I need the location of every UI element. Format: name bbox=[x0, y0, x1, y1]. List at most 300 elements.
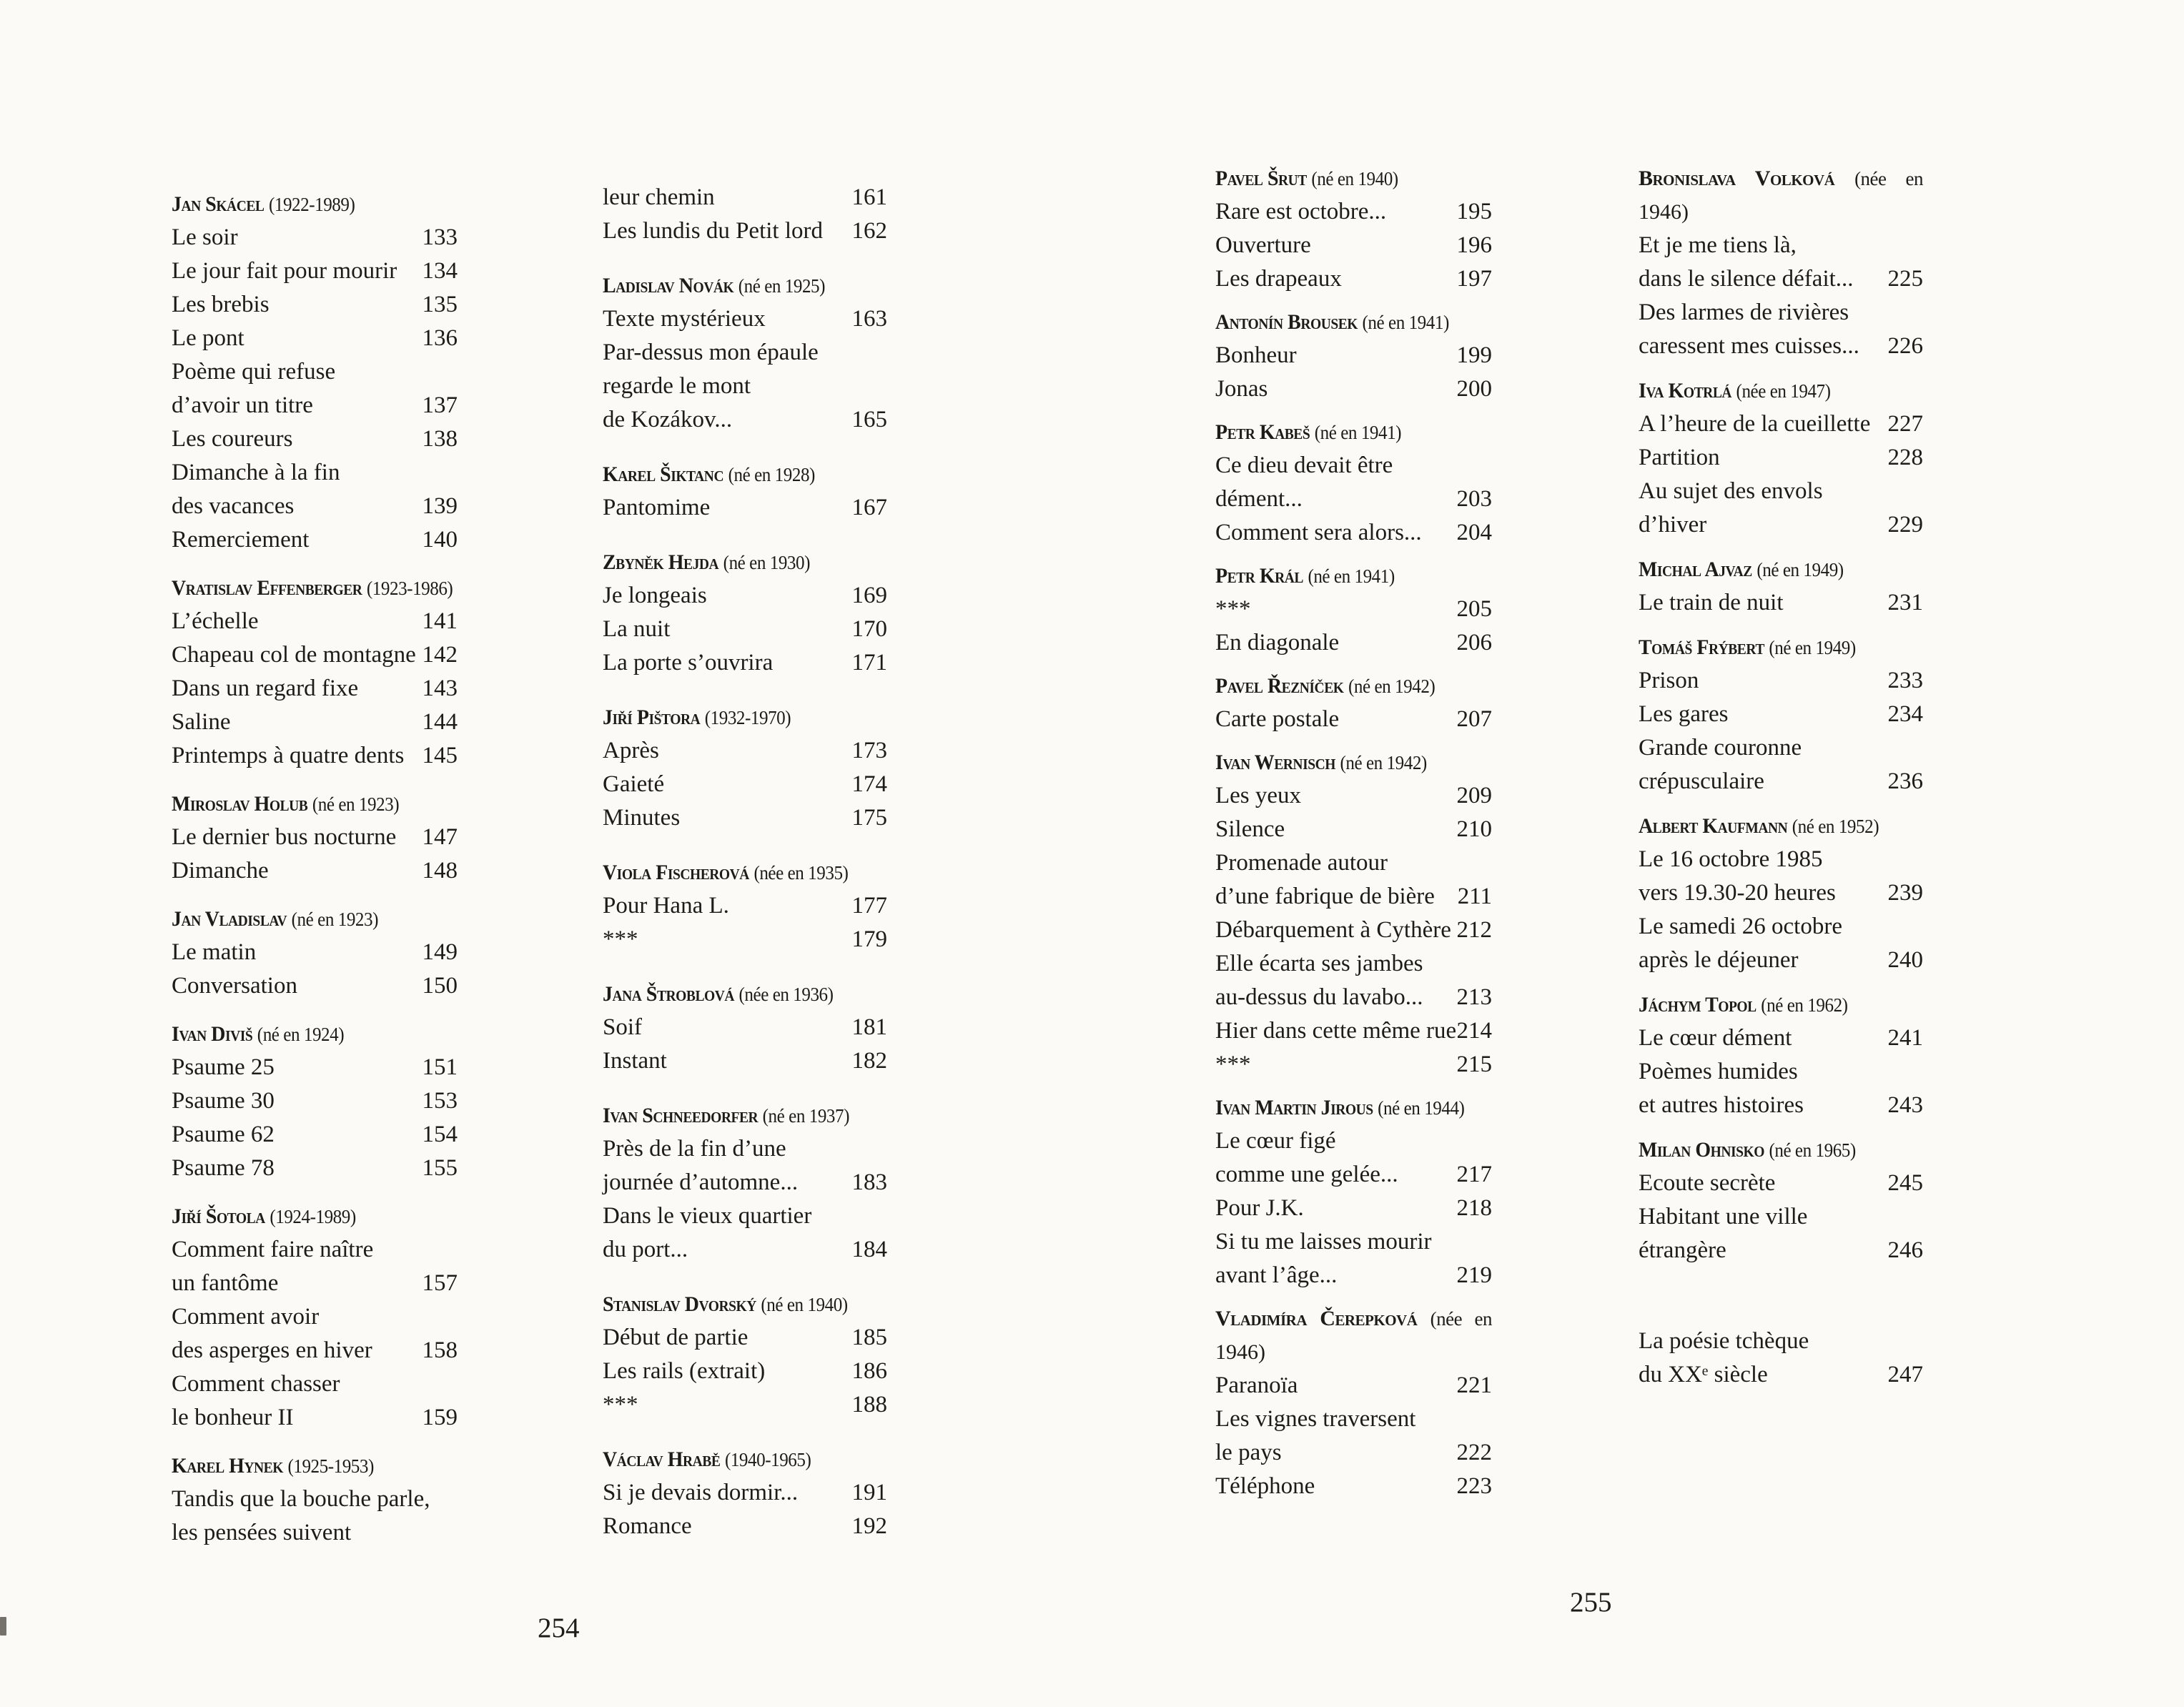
toc-entry-line bbox=[1639, 1358, 1923, 1392]
poem-title: dément... bbox=[1215, 486, 1303, 512]
toc-page-ref: 133 bbox=[422, 224, 458, 250]
toc-entry-line bbox=[172, 1118, 458, 1152]
toc-page-ref: 191 bbox=[851, 1480, 887, 1505]
toc-page-ref: 234 bbox=[1887, 701, 1923, 727]
toc-page-ref: 247 bbox=[1887, 1362, 1923, 1387]
toc-entry-line bbox=[172, 1300, 458, 1334]
toc-page-ref: 246 bbox=[1887, 1237, 1923, 1263]
poem-title: Minutes bbox=[603, 805, 681, 831]
poem-title: Le samedi 26 octobre bbox=[1639, 914, 1842, 939]
poem-title: Pour Hana L. bbox=[603, 893, 729, 919]
toc-entry-line bbox=[603, 1388, 887, 1422]
poem-title: avant l’âge... bbox=[1215, 1262, 1338, 1288]
toc-entry-line bbox=[1639, 441, 1923, 475]
poem-title: Printemps à quatre dents bbox=[172, 743, 405, 768]
poem-title: Dans le vieux quartier bbox=[603, 1203, 812, 1229]
poem-title: et autres histoires bbox=[1639, 1092, 1804, 1118]
poem-title: Rare est octobre... bbox=[1215, 199, 1387, 224]
author-dates: (né en 1941) bbox=[1308, 565, 1395, 587]
toc-section bbox=[1215, 415, 1492, 550]
toc-entry-line bbox=[1639, 1234, 1923, 1267]
toc-page-ref: 183 bbox=[851, 1169, 887, 1195]
poem-title: Des larmes de rivières bbox=[1639, 300, 1849, 325]
toc-section bbox=[172, 1449, 458, 1550]
toc-page-ref: 144 bbox=[422, 709, 458, 735]
poem-title: caressent mes cuisses... bbox=[1639, 333, 1859, 359]
toc-entry-line bbox=[172, 1051, 458, 1084]
poem-title: Dimanche bbox=[172, 858, 269, 884]
author-heading bbox=[1215, 162, 1473, 195]
poem-title: Saline bbox=[172, 709, 231, 735]
author-dates: (1925-1953) bbox=[287, 1455, 374, 1477]
toc-page-ref: 188 bbox=[851, 1392, 887, 1417]
author-name: Jáchym Topol bbox=[1639, 993, 1756, 1016]
author-heading bbox=[1215, 415, 1473, 449]
page-number-right: 255 bbox=[1570, 1587, 1612, 1618]
poem-title: Conversation bbox=[172, 973, 297, 999]
poem-title: d’avoir un titre bbox=[172, 392, 313, 418]
author-heading bbox=[172, 787, 438, 821]
toc-page-ref: 209 bbox=[1456, 783, 1492, 808]
poem-title: Dimanche à la fin bbox=[172, 460, 340, 485]
author-name: Vratislav Effenberger bbox=[172, 576, 362, 600]
toc-entry-line bbox=[1215, 262, 1492, 296]
toc-entry-line bbox=[1639, 1055, 1923, 1089]
toc-entry-line bbox=[1215, 1402, 1492, 1436]
author-heading bbox=[1639, 162, 1923, 195]
poem-title: Habitant une ville bbox=[1639, 1204, 1808, 1229]
toc-page-ref: 218 bbox=[1456, 1195, 1492, 1221]
poem-title: Les brebis bbox=[172, 292, 270, 317]
toc-section bbox=[1215, 1302, 1492, 1503]
poem-title: Les drapeaux bbox=[1215, 266, 1342, 292]
toc-page-ref: 215 bbox=[1456, 1052, 1492, 1077]
poem-title: Promenade autour bbox=[1215, 850, 1388, 876]
author-heading bbox=[603, 457, 867, 491]
author-name: Jiří Pištora bbox=[603, 706, 701, 729]
author-heading bbox=[1639, 988, 1903, 1021]
toc-entry-line bbox=[1215, 813, 1492, 846]
poem-title: crépusculaire bbox=[1639, 768, 1764, 794]
poem-title: Les lundis du Petit lord bbox=[603, 218, 823, 244]
toc-section bbox=[1639, 1325, 1923, 1392]
toc-entry-line bbox=[603, 801, 887, 835]
toc-entry-line bbox=[172, 638, 458, 672]
toc-section bbox=[1215, 305, 1492, 406]
poem-title: Les vignes traversent bbox=[1215, 1406, 1416, 1432]
poem-title: le bonheur II bbox=[172, 1405, 294, 1430]
toc-page-ref: 204 bbox=[1456, 520, 1492, 545]
toc-entry-line bbox=[172, 1084, 458, 1118]
poem-title: Chapeau col de montagne bbox=[172, 642, 416, 668]
toc-page-ref: 182 bbox=[851, 1048, 887, 1074]
toc-section bbox=[172, 902, 458, 1003]
poem-title: comme une gelée... bbox=[1215, 1162, 1398, 1187]
poem-title: L’échelle bbox=[172, 608, 259, 634]
toc-page-ref: 135 bbox=[422, 292, 458, 317]
author-heading bbox=[172, 1199, 438, 1233]
toc-page-ref: 158 bbox=[422, 1337, 458, 1363]
toc-page-ref: 214 bbox=[1456, 1018, 1492, 1044]
author-dates: (1932-1970) bbox=[704, 707, 791, 728]
toc-page-ref: 148 bbox=[422, 858, 458, 884]
poem-title: Psaume 30 bbox=[172, 1088, 275, 1114]
poem-title: Psaume 62 bbox=[172, 1122, 275, 1147]
toc-page-ref: 221 bbox=[1456, 1372, 1492, 1398]
poem-title: La poésie tchèque bbox=[1639, 1328, 1809, 1354]
poem-title: étrangère bbox=[1639, 1237, 1726, 1263]
author-heading bbox=[172, 1449, 438, 1483]
poem-title: La porte s’ouvrira bbox=[603, 650, 774, 676]
toc-entry-line bbox=[1215, 1158, 1492, 1192]
toc-entry-line bbox=[1215, 229, 1492, 262]
toc-page-ref: 226 bbox=[1887, 333, 1923, 359]
poem-title: Je longeais bbox=[603, 583, 707, 608]
toc-entry-line bbox=[172, 288, 458, 322]
toc-entry-line bbox=[1639, 296, 1923, 330]
toc-entry-line bbox=[603, 1166, 887, 1199]
author-heading bbox=[603, 1287, 867, 1321]
author-dates: (née en bbox=[1430, 1308, 1493, 1330]
toc-entry-line bbox=[1639, 876, 1923, 910]
author-dates: (née en 1936) bbox=[738, 984, 834, 1005]
poem-title: Texte mystérieux bbox=[603, 306, 766, 332]
toc-section bbox=[1639, 553, 1923, 620]
toc-page-ref: 163 bbox=[851, 306, 887, 332]
poem-title: Le dernier bus nocturne bbox=[172, 824, 397, 850]
toc-page-ref: 245 bbox=[1887, 1170, 1923, 1196]
toc-section bbox=[1215, 559, 1492, 660]
toc-entry-line bbox=[172, 1267, 458, 1300]
toc-page-ref: 213 bbox=[1456, 984, 1492, 1010]
toc-column-right-page-2 bbox=[1639, 162, 1923, 1402]
toc-entry-line bbox=[1639, 944, 1923, 977]
toc-page-ref: 175 bbox=[851, 805, 887, 831]
poem-title: vers 19.30-20 heures bbox=[1639, 880, 1836, 906]
poem-title: dans le silence défait... bbox=[1639, 266, 1854, 292]
toc-page-ref: 134 bbox=[422, 258, 458, 284]
toc-entry-line bbox=[1215, 703, 1492, 736]
toc-page-ref: 165 bbox=[851, 407, 887, 432]
author-name: Stanislav Dvorský bbox=[603, 1292, 756, 1316]
author-dates: (né en 1949) bbox=[1769, 637, 1856, 658]
author-heading bbox=[1639, 630, 1903, 664]
toc-entry-line bbox=[603, 1132, 887, 1166]
poem-title: les pensées suivent bbox=[172, 1520, 352, 1545]
toc-entry-line bbox=[603, 302, 887, 336]
poem-title: Romance bbox=[603, 1513, 692, 1539]
author-heading bbox=[1215, 1091, 1473, 1124]
poem-title: Les gares bbox=[1639, 701, 1729, 727]
toc-section bbox=[603, 269, 887, 437]
toc-section bbox=[172, 571, 458, 773]
toc-entry-line bbox=[1215, 1470, 1492, 1503]
author-dates: (né en 1944) bbox=[1378, 1097, 1465, 1119]
toc-entry-line bbox=[172, 523, 458, 557]
poem-title: Et je me tiens là, bbox=[1639, 232, 1797, 258]
poem-title: Bonheur bbox=[1215, 342, 1297, 368]
toc-column-left-page-1 bbox=[172, 187, 458, 1564]
toc-entry-line bbox=[1215, 779, 1492, 813]
poem-title: Le matin bbox=[172, 939, 257, 965]
author-dates: (né en 1949) bbox=[1756, 559, 1844, 580]
toc-entry-line bbox=[1639, 407, 1923, 441]
poem-title: La nuit bbox=[603, 616, 671, 642]
toc-entry-line bbox=[172, 672, 458, 706]
toc-section bbox=[603, 457, 887, 525]
toc-entry-line bbox=[172, 1401, 458, 1435]
toc-entry-line bbox=[1639, 475, 1923, 508]
toc-page-ref: 141 bbox=[422, 608, 458, 634]
toc-page-ref: 199 bbox=[1456, 342, 1492, 368]
toc-entry-line bbox=[1639, 843, 1923, 876]
toc-page-ref: 200 bbox=[1456, 376, 1492, 402]
author-name: Jiří Šotola bbox=[172, 1204, 265, 1228]
author-heading bbox=[603, 1443, 867, 1476]
toc-entry-line bbox=[172, 1516, 458, 1550]
toc-page-ref: 212 bbox=[1456, 917, 1492, 943]
poem-title: Ce dieu devait être bbox=[1215, 452, 1393, 478]
toc-entry-line bbox=[172, 322, 458, 355]
toc-entry-line bbox=[603, 1233, 887, 1267]
toc-page-ref: 195 bbox=[1456, 199, 1492, 224]
toc-entry-line bbox=[172, 221, 458, 254]
poem-title: *** bbox=[603, 1392, 638, 1417]
author-dates: (né en 1928) bbox=[728, 464, 815, 485]
toc-entry-line bbox=[172, 490, 458, 523]
toc-entry-line bbox=[1639, 664, 1923, 698]
author-name: Antonín Brousek bbox=[1215, 310, 1358, 334]
author-heading bbox=[1215, 1302, 1492, 1335]
poem-title: Ecoute secrète bbox=[1639, 1170, 1776, 1196]
poem-title: Comment sera alors... bbox=[1215, 520, 1422, 545]
toc-entry-line bbox=[1215, 593, 1492, 626]
poem-title: Remerciement bbox=[172, 527, 310, 553]
toc-entry-line bbox=[603, 336, 887, 370]
toc-entry-line bbox=[1215, 483, 1492, 516]
toc-entry-line bbox=[1639, 1325, 1923, 1358]
toc-page-ref: 155 bbox=[422, 1155, 458, 1181]
toc-entry-line bbox=[172, 1233, 458, 1267]
author-heading bbox=[172, 902, 438, 936]
author-name: Miroslav Holub bbox=[172, 792, 308, 816]
toc-entry-line bbox=[172, 1334, 458, 1367]
toc-page-ref: 161 bbox=[851, 184, 887, 210]
author-name: Ladislav Novák bbox=[603, 274, 734, 297]
author-heading bbox=[1215, 669, 1473, 703]
author-dates: (1924-1989) bbox=[270, 1206, 356, 1227]
toc-entry-line bbox=[172, 969, 458, 1003]
toc-entry-line bbox=[172, 821, 458, 854]
poem-title: Les rails (extrait) bbox=[603, 1358, 766, 1384]
toc-entry-line bbox=[1215, 195, 1492, 229]
poem-title: *** bbox=[603, 926, 638, 952]
author-dates: (né en 1941) bbox=[1314, 422, 1402, 443]
poem-title: Le jour fait pour mourir bbox=[172, 258, 397, 284]
toc-page-ref: 233 bbox=[1887, 668, 1923, 693]
author-dates: (né en 1925) bbox=[738, 275, 826, 297]
toc-entry-line bbox=[1215, 516, 1492, 550]
toc-entry-line bbox=[603, 734, 887, 768]
toc-section bbox=[1639, 630, 1923, 798]
toc-page-ref: 192 bbox=[851, 1513, 887, 1539]
poem-title: leur chemin bbox=[603, 184, 715, 210]
poem-title: Gaieté bbox=[603, 771, 665, 797]
toc-entry-line bbox=[1215, 1436, 1492, 1470]
toc-section bbox=[1639, 162, 1923, 363]
author-heading bbox=[603, 545, 867, 579]
toc-entry-line bbox=[172, 605, 458, 638]
toc-entry-line bbox=[1215, 947, 1492, 981]
toc-entry-line bbox=[603, 491, 887, 525]
toc-entry-line bbox=[172, 739, 458, 773]
toc-entry-line bbox=[1639, 1089, 1923, 1122]
toc-section bbox=[1215, 1091, 1492, 1292]
toc-page-ref: 223 bbox=[1456, 1473, 1492, 1499]
toc-page-ref: 184 bbox=[851, 1237, 887, 1262]
toc-page-ref: 136 bbox=[422, 325, 458, 351]
toc-section bbox=[603, 1443, 887, 1543]
author-name: Petr Král bbox=[1215, 564, 1303, 588]
author-name: Zbyněk Hejda bbox=[603, 550, 719, 574]
toc-section bbox=[603, 701, 887, 835]
toc-entry-line bbox=[1639, 910, 1923, 944]
poem-title: Comment faire naître bbox=[172, 1237, 374, 1262]
page-number-left: 254 bbox=[538, 1613, 580, 1643]
poem-title: Au sujet des envols bbox=[1639, 478, 1823, 504]
toc-page-ref: 228 bbox=[1887, 445, 1923, 470]
toc-entry-line bbox=[603, 1355, 887, 1388]
toc-entry-line bbox=[1215, 1259, 1492, 1292]
author-dates: (né en 1942) bbox=[1340, 752, 1427, 773]
toc-entry-line bbox=[603, 1321, 887, 1355]
author-dates: (né en 1952) bbox=[1792, 816, 1879, 837]
poem-title: Soif bbox=[603, 1014, 643, 1040]
toc-page-ref: 205 bbox=[1456, 596, 1492, 622]
poem-title: Dans un regard fixe bbox=[172, 676, 359, 701]
toc-entry-line bbox=[603, 403, 887, 437]
poem-title: Le cœur dément bbox=[1639, 1025, 1792, 1051]
toc-entry-line bbox=[1215, 981, 1492, 1014]
toc-entry-line bbox=[603, 646, 887, 680]
toc-entry-line bbox=[1215, 1192, 1492, 1225]
author-dates: (née en 1947) bbox=[1736, 380, 1831, 402]
author-heading bbox=[603, 1099, 867, 1132]
toc-entry-line bbox=[1639, 508, 1923, 542]
toc-entry-line bbox=[603, 768, 887, 801]
author-heading bbox=[603, 269, 867, 302]
toc-entry-line bbox=[603, 613, 887, 646]
toc-page-ref: 150 bbox=[422, 973, 458, 999]
toc-entry-line bbox=[1215, 1124, 1492, 1158]
author-name: Iva Kotrlá bbox=[1639, 379, 1732, 402]
poem-title: Silence bbox=[1215, 816, 1285, 842]
toc-section bbox=[1639, 374, 1923, 542]
poem-title: Carte postale bbox=[1215, 706, 1340, 732]
toc-entry-line bbox=[172, 1483, 458, 1516]
poem-title: Comment chasser bbox=[172, 1371, 340, 1397]
poem-title: Les yeux bbox=[1215, 783, 1302, 808]
author-dates: (né en 1923) bbox=[291, 909, 378, 930]
author-name: Viola Fischerová bbox=[603, 861, 749, 884]
toc-section bbox=[1639, 988, 1923, 1122]
poem-title: Poèmes humides bbox=[1639, 1059, 1798, 1084]
author-dates: (né en 1941) bbox=[1362, 312, 1449, 333]
author-heading-wrap: 1946) bbox=[1215, 1340, 1265, 1364]
author-heading bbox=[1215, 559, 1473, 593]
poem-title: des vacances bbox=[172, 493, 295, 519]
toc-page-ref: 196 bbox=[1456, 232, 1492, 258]
toc-entry-line bbox=[603, 1011, 887, 1044]
poem-title: Grande couronne bbox=[1639, 735, 1802, 761]
poem-title: Pour J.K. bbox=[1215, 1195, 1304, 1221]
toc-entry-line bbox=[1215, 914, 1492, 947]
toc-entry-line bbox=[603, 181, 887, 214]
toc-entry-line bbox=[172, 854, 458, 888]
toc-entry-line bbox=[603, 923, 887, 956]
author-name: Pavel Šrut bbox=[1215, 167, 1307, 190]
poem-title: Le pont bbox=[172, 325, 244, 351]
poem-title: Le cœur figé bbox=[1215, 1128, 1336, 1154]
author-heading bbox=[603, 856, 867, 889]
scan-edge-artifact bbox=[0, 1617, 6, 1636]
poem-title: Prison bbox=[1639, 668, 1699, 693]
poem-title: Près de la fin d’une bbox=[603, 1136, 786, 1162]
poem-title: Ouverture bbox=[1215, 232, 1311, 258]
poem-title: *** bbox=[1215, 596, 1251, 622]
toc-entry-line bbox=[1639, 262, 1923, 296]
poem-title: Pantomime bbox=[603, 495, 711, 520]
toc-entry-line bbox=[172, 1152, 458, 1185]
author-dates: (né en 1940) bbox=[761, 1294, 848, 1315]
poem-title: Après bbox=[603, 738, 659, 763]
author-dates: (née en bbox=[1854, 168, 1923, 189]
poem-title: Si tu me laisses mourir bbox=[1215, 1229, 1432, 1255]
poem-title: Psaume 25 bbox=[172, 1054, 275, 1080]
toc-page-ref: 241 bbox=[1887, 1025, 1923, 1051]
author-heading bbox=[172, 571, 453, 605]
toc-section bbox=[603, 977, 887, 1078]
author-dates: (1922-1989) bbox=[268, 194, 355, 215]
toc-page-ref: 236 bbox=[1887, 768, 1923, 794]
toc-section bbox=[172, 1017, 458, 1185]
toc-page-ref: 138 bbox=[422, 426, 458, 452]
toc-entry-line bbox=[1215, 449, 1492, 483]
toc-section bbox=[1639, 809, 1923, 977]
toc-entry-line bbox=[1215, 626, 1492, 660]
toc-page-ref: 181 bbox=[851, 1014, 887, 1040]
author-name: Vladimíra Čerepková bbox=[1215, 1307, 1418, 1330]
author-name: Bronislava Volková bbox=[1639, 167, 1835, 190]
toc-page-ref: 225 bbox=[1887, 266, 1923, 292]
toc-entry-line bbox=[172, 355, 458, 389]
toc-entry-line bbox=[1639, 765, 1923, 798]
author-dates: (née en 1935) bbox=[753, 862, 849, 884]
author-name: Albert Kaufmann bbox=[1639, 814, 1788, 838]
poem-title: des asperges en hiver bbox=[172, 1337, 372, 1363]
toc-page-ref: 185 bbox=[851, 1325, 887, 1350]
toc-section bbox=[1215, 162, 1492, 296]
toc-entry-line bbox=[603, 214, 887, 248]
author-heading bbox=[1215, 305, 1473, 339]
author-dates: (né en 1962) bbox=[1761, 994, 1848, 1016]
poem-title: Instant bbox=[603, 1048, 667, 1074]
poem-title: d’hiver bbox=[1639, 512, 1707, 538]
toc-entry-line bbox=[1639, 698, 1923, 731]
author-heading bbox=[603, 977, 867, 1011]
poem-title: Le soir bbox=[172, 224, 238, 250]
poem-title: Partition bbox=[1639, 445, 1720, 470]
